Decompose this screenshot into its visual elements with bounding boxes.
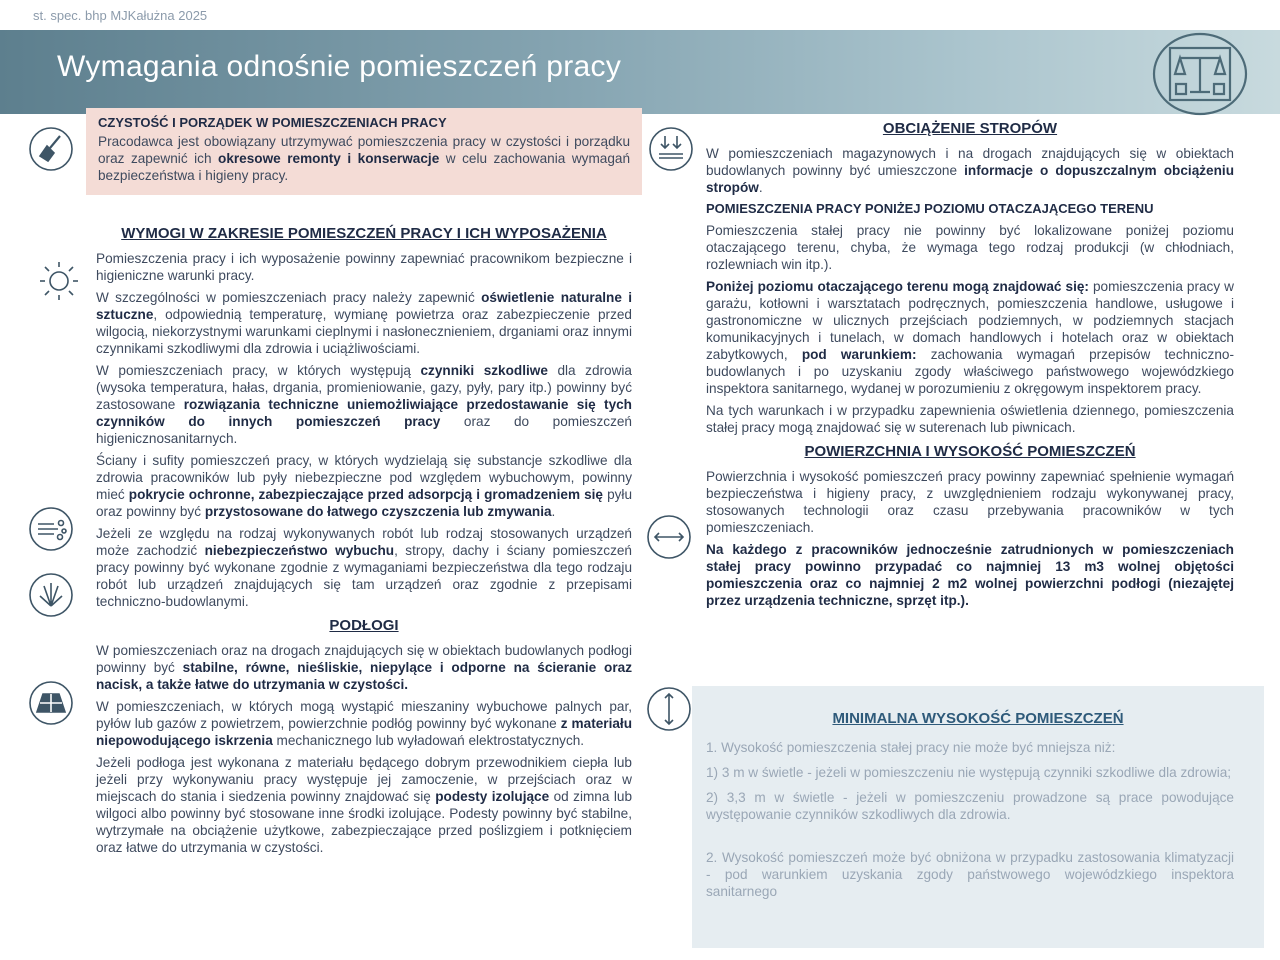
min-height-box: [692, 686, 1264, 948]
left-column: [96, 108, 632, 861]
cleanliness-text: Pracodawca jest obowiązany utrzymywać pomieszczenia pracy w czystości i porządku oraz zapewnić ich okresowe remonty i konserwacje w celu zachowania wymagań bezpieczeństwa i higieny pracy.: [98, 134, 631, 183]
title-banner: [0, 30, 1280, 114]
floors-paragraph-2: W pomieszczeniach, w których mogą wystąpić mieszaniny wybuchowe palnych par, pyłów lub gazów z powietrzem, powierzchnie podłóg powinny być wykonane z materiału niepowodującego iskrzenia mechanicznego lub wyładowań elektrostatycznych.: [96, 699, 632, 748]
load-icon: [648, 126, 694, 172]
right-column: [706, 118, 1234, 614]
cleanliness-title: CZYSTOŚĆ I PORZĄDEK W POMIESZCZENIACH PRACY: [98, 115, 447, 130]
ceilings-title: OBCIĄŻENIE STROPÓW: [882, 120, 1058, 137]
floors-paragraph-3: Jeżeli podłoga jest wykonana z materiału będącego dobrym przewodnikiem ciepła lub jeżeli przy wykonywaniu pracy występuje jej zamoczenie, w przejściach oraz w miejscach do stania i siedzenia powinny znajdować się podesty izolujące od zimna lub wilgoci albo powinny być stosowane inne środki izolujące. Podesty powinny być stabilne, wytrzymałe na obciążenie użytkowe, zabezpieczające przed poślizgiem i potknięciem oraz łatwe do utrzymania w czystości.: [96, 755, 633, 855]
author-note: st. spec. bhp MJKałużna 2025: [33, 8, 208, 23]
below-ground-paragraph-3: Na tych warunkach i w przypadku zapewnienia oświetlenia dziennego, pomieszczenia stałej pracy mogą znajdować się w suterenach lub piwnicach.: [706, 403, 1234, 435]
requirements-paragraph-1: Pomieszczenia pracy i ich wyposażenie powinny zapewniać pracownikom bezpieczne i higieniczne warunki pracy.: [96, 251, 632, 283]
explosion-icon: [28, 572, 74, 618]
area-title: POWIERZCHNIA I WYSOKOŚĆ POMIESZCZEŃ: [804, 443, 1136, 460]
below-ground-paragraph-1: Pomieszczenia stałej pracy nie powinny być lokalizowane poniżej poziomu otaczającego terenu, chyba, że wymaga tego rodzaj produkcji (w chłodniach, rozlewniach win itp.).: [706, 223, 1234, 272]
cleanliness-card: [86, 108, 642, 195]
broom-icon: [28, 126, 74, 172]
sun-icon: [36, 258, 82, 304]
width-arrows-icon: [646, 514, 692, 560]
requirements-paragraph-3: W pomieszczeniach pracy, w których występują czynniki szkodliwe dla zdrowia (wysoka temperatura, hałas, drgania, promieniowanie, gazy, pyły, pary itp.) powinny być zastosowane rozwiązania techniczne uniemożliwiające przedostawanie się tych czynników do innych pomieszczeń pracy oraz do pomieszczeń higienicznosanitarnych.: [96, 363, 632, 446]
floors-title: PODŁOGI: [329, 617, 399, 634]
requirements-paragraph-2: W szczególności w pomieszczeniach pracy należy zapewnić oświetlenie naturalne i sztuczne, odpowiednią temperaturę, wymianę powietrza oraz zabezpieczenie przed wilgocią, niekorzystnymi warunkami cieplnymi i nasłonecznieniem, drganiami oraz innymi czynnikami szkodliwymi dla zdrowia i uciążliwościami.: [96, 290, 633, 356]
min-height-item-4: 2. Wysokość pomieszczeń może być obniżona w przypadku zastosowania klimatyzacji - pod warunkiem uzyskania zgody państwowego wojewódzkiego inspektora sanitarnego: [706, 850, 1234, 899]
height-arrows-icon: [646, 686, 692, 732]
page-title: Wymagania odnośnie pomieszczeń pracy: [57, 50, 622, 83]
requirements-title: WYMOGI W ZAKRESIE POMIESZCZEŃ PRACY I ICH WYPOSAŻENIA: [121, 225, 607, 242]
below-ground-paragraph-2: Poniżej poziomu otaczającego terenu mogą znajdować się: pomieszczenia pracy w garażu, kotłowni i warsztatach podręcznych, pomieszczenia handlowe, usługowe i gastronomiczne w ulicznych przejściach podziemnych, w podziemnych stacjach komunikacyjnych i tunelach, w domach handlowych i hotelach oraz w obiektach zabytkowych, pod warunkiem: zachowania wymagań przepisów techniczno-budowlanych i po uzyskaniu zgody właściwego państwowego wojewódzkiego inspektora sanitarnego, wydanej w porozumieniu z okręgowym inspektorem pracy.: [706, 279, 1235, 396]
scales-logo-icon: [1150, 32, 1250, 116]
min-height-item-3: 2) 3,3 m w świetle - jeżeli w pomieszczeniu prowadzone są prace powodujące występowanie czynników szkodliwych dla zdrowia.: [706, 790, 1234, 822]
floor-icon: [28, 680, 74, 726]
area-paragraph-1: Powierzchnia i wysokość pomieszczeń pracy powinny zapewniać spełnienie wymagań bezpieczeństwa i higieny pracy, z uwzględnieniem rodzaju wykonywanej pracy, stosowanych technologii oraz czasu przebywania pracowników w tych pomieszczeniach.: [706, 469, 1234, 535]
requirements-paragraph-4: Ściany i sufity pomieszczeń pracy, w których wydzielają się substancje szkodliwe dla zdrowia pracowników lub pyły niebezpieczne pod względem wybuchowym, powinny mieć pokrycie ochronne, zabezpieczające przed adsorpcją i gromadzeniem się pyłu oraz powinny być przystosowane do łatwego czyszczenia lub zmywania.: [96, 453, 633, 519]
ceilings-paragraph: W pomieszczeniach magazynowych i na drogach znajdujących się w obiektach budowlanych powinny być umieszczone informacje o dopuszczalnym obciążeniu stropów.: [706, 146, 1234, 195]
min-height-title: MINIMALNA WYSOKOŚĆ POMIESZCZEŃ: [832, 710, 1124, 727]
requirements-paragraph-5: Jeżeli ze względu na rodzaj wykonywanych robót lub rodzaj stosowanych urządzeń może zachodzić niebezpieczeństwo wybuchu, stropy, dachy i ściany pomieszczeń pracy powinny być wykonane zgodnie z wymaganiami bezpieczeństwa dla tego rodzaju robót lub urządzeń znajdujących się tam urządzeń oraz zgodnie z przepisami techniczno-budowlanymi.: [96, 526, 632, 609]
below-ground-title: POMIESZCZENIA PRACY PONIŻEJ POZIOMU OTACZAJĄCEGO TERENU: [706, 201, 1154, 216]
min-height-item-2: 1) 3 m w świetle - jeżeli w pomieszczeniu nie występują czynniki szkodliwe dla zdrowia;: [706, 765, 1232, 780]
floors-paragraph-1: W pomieszczeniach oraz na drogach znajdujących się w obiektach budowlanych podłogi powinny być stabilne, równe, nieśliskie, niepylące i odporne na ścieranie oraz nacisk, a także łatwe do utrzymania w czystości.: [96, 643, 632, 692]
dust-icon: [28, 506, 74, 552]
area-paragraph-2: Na każdego z pracowników jednocześnie zatrudnionych w pomieszczeniach stałej pracy powinno przypadać co najmniej 13 m3 wolnej objętości pomieszczenia oraz co najmniej 2 m2 wolnej powierzchni podłogi (niezajętej przez urządzenia techniczne, sprzęt itp.).: [706, 542, 1234, 608]
min-height-item-1: 1. Wysokość pomieszczenia stałej pracy nie może być mniejsza niż:: [706, 740, 1116, 755]
